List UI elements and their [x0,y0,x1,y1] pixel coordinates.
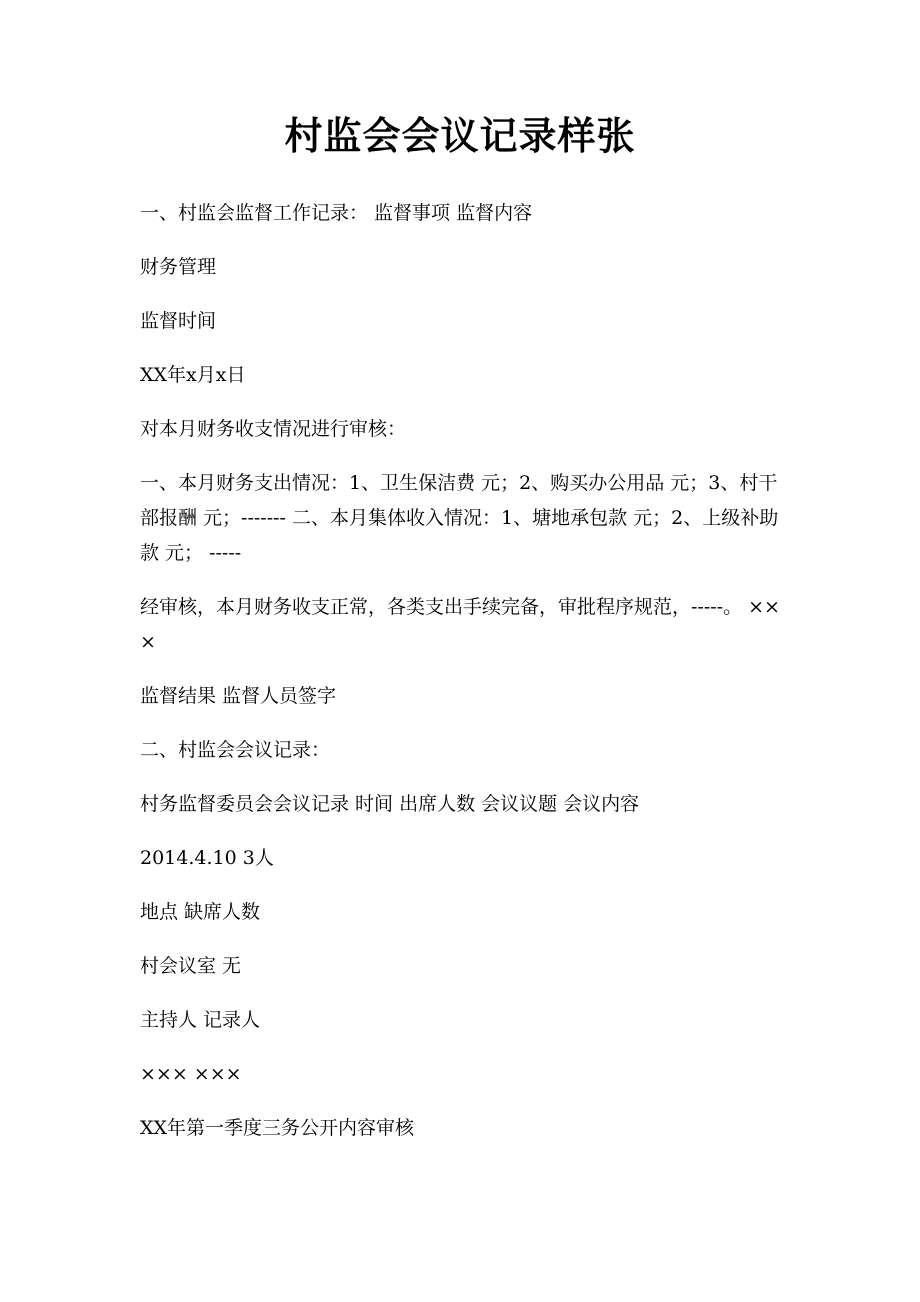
paragraph-host-recorder-value: ××× ××× [140,1063,242,1085]
paragraph-audit-result: 经审核，本月财务收支正常，各类支出手续完备，审批程序规范，-----。 ××× [140,596,780,653]
paragraph-supervision-date: XX年x月x日 [140,364,246,386]
paragraph-meeting-record-heading: 二、村监会会议记录： [140,739,331,761]
paragraph-financial-management: 财务管理 [140,256,217,278]
paragraph-location-absent-value: 村会议室 无 [140,955,242,977]
paragraph-location-absent-label: 地点 缺席人数 [140,901,261,923]
paragraph-income-expense-details: 一、本月财务支出情况：1、卫生保洁费 元；2、购买办公用品 元；3、村干部报酬 元；------- 二、本月集体收入情况：1、塘地承包款 元；2、上级补助款 元； ----- [140,472,779,564]
document-title: 村监会会议记录样张 [284,113,636,158]
paragraph-meeting-record-fields: 村务监督委员会会议记录 时间 出席人数 会议议题 会议内容 [140,793,640,815]
paragraph-agenda-topic: XX年第一季度三务公开内容审核 [140,1117,415,1139]
paragraph-meeting-date-attendees: 2014.4.10 3人 [140,847,274,869]
paragraph-audit-intro: 对本月财务收支情况进行审核： [140,418,407,440]
paragraph-supervision-time-label: 监督时间 [140,310,217,332]
paragraph-result-signature-label: 监督结果 监督人员签字 [140,685,337,707]
document-body [140,196,790,1165]
paragraph-supervision-heading: 一、村监会监督工作记录： 监督事项 监督内容 [140,202,533,224]
paragraph-host-recorder-label: 主持人 记录人 [140,1009,261,1031]
